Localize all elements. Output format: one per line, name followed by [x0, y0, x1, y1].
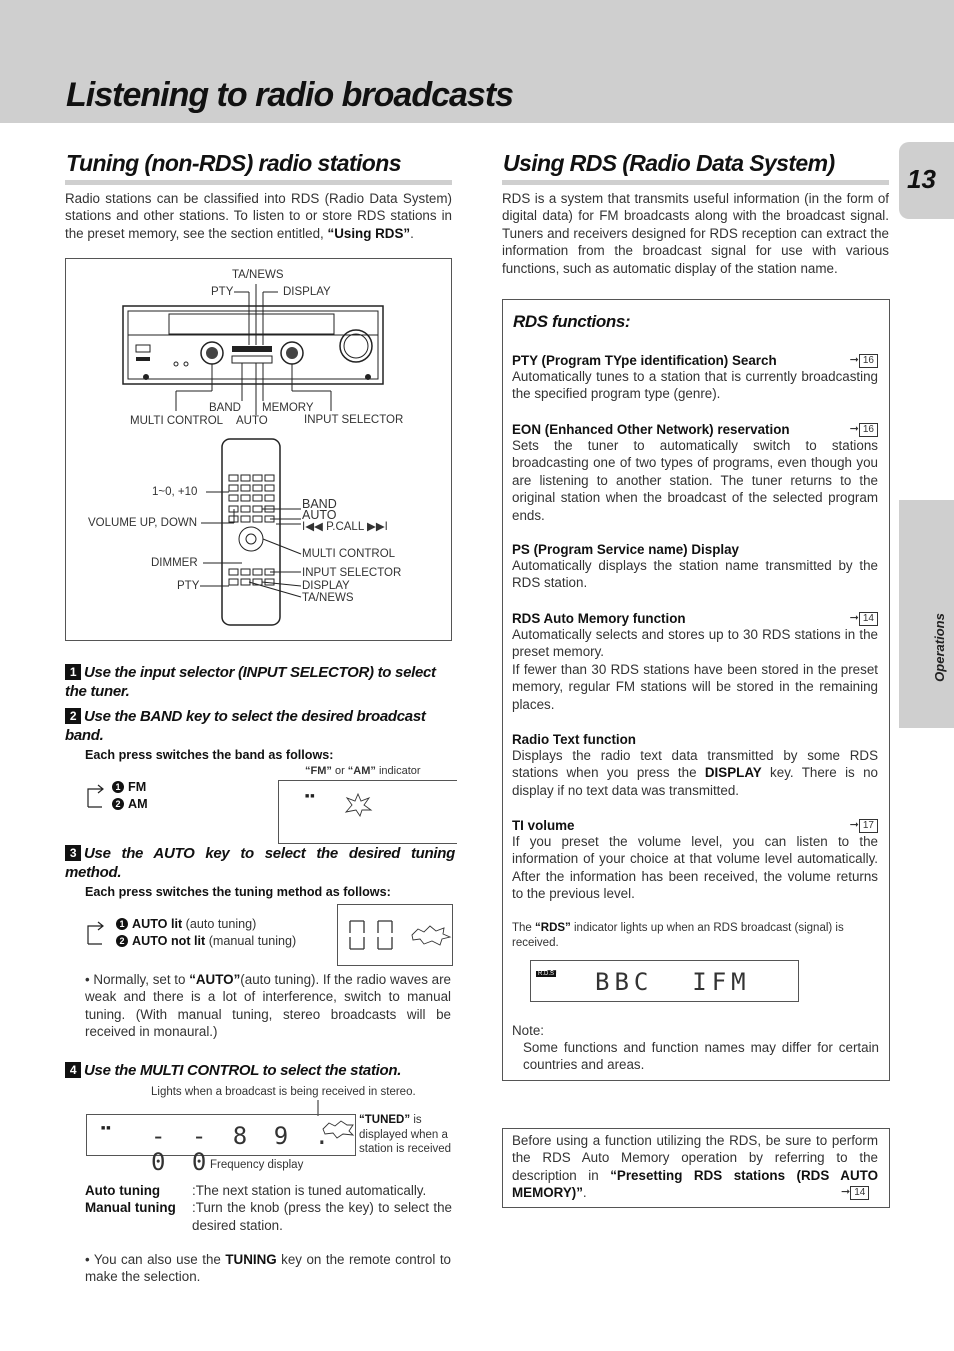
lbl-ta-news: TA/NEWS	[232, 269, 284, 281]
controls-diagram	[65, 258, 452, 641]
auto-opt-not-lit-desc: (manual tuning)	[205, 934, 297, 948]
lbl-band: BAND	[209, 402, 241, 414]
auto-opt-lit	[116, 917, 256, 931]
tuning-definitions	[85, 1182, 455, 1234]
band-indicator-or: or	[331, 765, 348, 777]
lbl-remote-auto: AUTO	[302, 508, 337, 522]
rds-station-name: BBC IFM	[595, 968, 751, 996]
fn-radio-text	[512, 732, 878, 799]
before-using-ref: ➞ 14	[841, 1185, 869, 1200]
step-3	[65, 844, 455, 882]
right-heading-rule	[502, 180, 889, 185]
band-opt-am-label: AM	[128, 797, 148, 811]
band-opt-am-num: 2	[112, 798, 124, 810]
band-indicator-starburst	[343, 793, 373, 817]
step-1	[65, 663, 455, 701]
tuned-note-text: is displayed when a station is received	[359, 1114, 452, 1156]
band-indicator-am: “AM”	[347, 765, 376, 777]
before-using-pre: Before using a function utilizing the RDS, be sure to perform the RDS Auto Memory operation by referring to the description in	[512, 1133, 878, 1183]
left-heading: Tuning (non-RDS) radio stations	[66, 150, 401, 176]
operations-label: Operations	[931, 613, 947, 682]
auto-tuning-desc: :The next station is tuned automatically.	[192, 1183, 427, 1198]
page-title: Listening to radio broadcasts	[66, 76, 514, 114]
rds-indicator-post: indicator lights up when an RDS broadcast (signal) is received.	[512, 922, 844, 949]
step-2	[65, 707, 455, 745]
step-1-text: Use the input selector (INPUT SELECTOR) to select the tuner.	[65, 664, 436, 700]
lbl-remote-multi: MULTI CONTROL	[302, 548, 396, 560]
fn-eon-title: EON (Enhanced Other Network) reservation	[512, 422, 790, 437]
auto-opt-not-lit-label: AUTO not lit	[132, 934, 206, 948]
fn-eon	[512, 422, 878, 524]
fn-radio-text-bold: DISPLAY	[704, 765, 762, 781]
fn-auto-memory-text: Automatically selects and stores up to 30 RDS stations in the preset memory.	[512, 627, 878, 660]
lbl-remote-input: INPUT SELECTOR	[302, 567, 402, 579]
fn-auto-memory-title: RDS Auto Memory function	[512, 611, 686, 626]
fn-ps-text: Automatically displays the station name transmitted by the RDS station.	[512, 558, 878, 591]
fn-auto-memory-extra: If fewer than 30 RDS stations have been stored in the preset memory, regular FM stations will be stored in the remaining places.	[512, 661, 878, 712]
band-display-dots	[305, 785, 315, 803]
auto-display-digits	[346, 915, 406, 955]
frequency-label: Frequency display	[210, 1159, 304, 1171]
fn-radio-text-body	[512, 747, 878, 799]
lbl-memory: MEMORY	[262, 402, 314, 414]
tuning-tip-post: key on the remote control to make the selection.	[85, 1252, 451, 1285]
manual-tuning-row	[85, 1199, 455, 1234]
rds-station-display	[530, 960, 799, 1002]
page-number-tab	[899, 142, 954, 219]
step-2-text: Use the BAND key to select the desired broadcast band.	[65, 708, 426, 744]
lbl-remote-pcall: I◀◀ P.CALL ▶▶I	[302, 521, 388, 533]
lbl-remote-ta-news: TA/NEWS	[302, 592, 354, 604]
lbl-display: DISPLAY	[283, 286, 331, 298]
step-4-number: 4	[65, 1062, 81, 1078]
fn-eon-ref: ➞ 16	[850, 422, 878, 437]
lbl-pty: PTY	[211, 286, 234, 298]
right-heading: Using RDS (Radio Data System)	[503, 150, 835, 176]
auto-cycle-arrow	[86, 920, 106, 946]
rds-intro: RDS is a system that transmits useful information (in the form of digital data) for FM broadcasts along with the broadcast signal. Tuners and receivers designed for RDS reception can extract the information from the broadcast signal for use with various functions, such as automatic display of the station name.	[502, 191, 889, 276]
tuning-tip	[85, 1251, 451, 1286]
lbl-multi-control: MULTI CONTROL	[130, 415, 224, 427]
band-indicator-word: indicator	[375, 765, 421, 777]
left-intro-end: .	[410, 225, 414, 241]
tuned-note-bold: “TUNED”	[359, 1114, 411, 1126]
before-using-end: .	[582, 1185, 587, 1201]
fn-pty-ref-page: 16	[859, 354, 878, 368]
lbl-remote-band: BAND	[302, 497, 337, 511]
auto-bullet	[85, 971, 451, 1041]
page-number: 13	[907, 164, 936, 194]
band-cycle-arrow	[86, 783, 106, 809]
fn-pty-title: PTY (Program TYpe identification) Search	[512, 353, 777, 368]
band-indicator-fm: “FM”	[305, 765, 332, 777]
fn-ti-volume	[512, 818, 878, 903]
manual-tuning-term: Manual tuning	[85, 1200, 176, 1216]
before-using-bold: “Presetting RDS stations (RDS AUTO MEMORY)”	[512, 1167, 878, 1201]
lbl-auto: AUTO	[236, 415, 268, 427]
fn-radio-text-pre: Displays the radio text data transmitted by some RDS stations when you press the	[512, 748, 878, 781]
lbl-remote-display: DISPLAY	[302, 580, 350, 592]
auto-opt-not-lit	[116, 934, 296, 948]
auto-opt-lit-desc: (auto tuning)	[182, 917, 257, 931]
band-opt-am	[112, 797, 148, 811]
before-using-ref-page: 14	[850, 1186, 869, 1200]
note-label: Note:	[512, 1023, 545, 1038]
fn-ps	[512, 542, 878, 592]
lbl-remote-pty: PTY	[177, 580, 200, 592]
fn-ti-volume-title: TI volume	[512, 818, 575, 833]
fn-ti-volume-ref: ➞ 17	[850, 818, 878, 833]
auto-tuning-row	[85, 1182, 455, 1199]
frequency-readout: - - 8 9 . 0 0	[151, 1122, 336, 1176]
band-indicator-display	[278, 780, 457, 844]
fn-radio-text-title: Radio Text function	[512, 732, 636, 747]
left-intro	[65, 190, 452, 242]
rds-badge: R.D.S	[538, 971, 555, 977]
left-heading-rule	[65, 180, 452, 185]
auto-opt-not-lit-num: 2	[116, 935, 128, 947]
rds-indicator-bold: “RDS”	[535, 922, 571, 934]
fn-auto-memory-ref: ➞ 14	[850, 611, 878, 626]
band-opt-fm-num: 1	[112, 781, 124, 793]
auto-switch-note: Each press switches the tuning method as follows:	[85, 885, 391, 899]
band-opt-fm	[112, 780, 146, 794]
band-switch-note: Each press switches the band as follows:	[85, 748, 334, 762]
auto-opt-lit-label: AUTO lit	[132, 917, 183, 931]
band-opt-fm-label: FM	[128, 780, 147, 794]
left-intro-text: Radio stations can be classified into RDS (Radio Data System) stations and other stations. To listen to or store RDS stations in the preset memory, see the section entitled,	[65, 191, 452, 241]
fn-eon-text: Sets the tuner to automatically switch to stations broadcasting one of two types of programs, even though you are listening to another station. The tuner returns to the original station when the broadcast of the selected program ends.	[512, 438, 878, 523]
tuned-note	[359, 1113, 455, 1157]
before-using-text	[512, 1132, 878, 1202]
step-2-number: 2	[65, 708, 81, 724]
fn-ti-volume-text: If you preset the volume level, you can listen to the information of your choice at that volume level automatically. After the information has been received, the volume returns to the previous level.	[512, 834, 878, 902]
operations-tab	[899, 500, 954, 728]
step-4-text: Use the MULTI CONTROL to select the station.	[84, 1062, 402, 1079]
auto-indicator-starburst	[410, 923, 452, 947]
freq-display-dots	[101, 1117, 111, 1135]
rds-functions-heading: RDS functions:	[513, 312, 631, 331]
rds-indicator-pre: The	[512, 922, 536, 934]
tuning-tip-bold: TUNING	[225, 1252, 277, 1267]
fn-pty-ref: ➞ 16	[850, 353, 878, 368]
fn-radio-text-post: key. There is no display if no text data was transmitted.	[512, 765, 878, 798]
step-3-number: 3	[65, 845, 81, 861]
step-1-number: 1	[65, 664, 81, 680]
lbl-remote-dimmer: DIMMER	[151, 557, 198, 569]
lbl-remote-volume: VOLUME UP, DOWN	[88, 517, 198, 529]
controls-diagram-art	[66, 259, 451, 640]
auto-opt-lit-num: 1	[116, 918, 128, 930]
band-indicator-note	[305, 765, 421, 777]
left-intro-ref: “Using RDS”	[327, 225, 411, 241]
fn-pty-text: Automatically tunes to a station that is currently broadcasting the specified program type (genre).	[512, 369, 878, 402]
fn-ti-volume-ref-page: 17	[859, 819, 878, 833]
fn-ps-title: PS (Program Service name) Display	[512, 542, 739, 557]
step-4	[65, 1061, 455, 1080]
note-text: Some functions and function names may differ for certain countries and areas.	[523, 1040, 879, 1073]
manual-tuning-desc: :Turn the knob (press the key) to select the desired station.	[192, 1200, 452, 1233]
fn-pty	[512, 353, 878, 403]
tuned-starburst	[321, 1119, 355, 1139]
step-3-text: Use the AUTO key to select the desired tuning method.	[65, 845, 455, 881]
lbl-input-selector: INPUT SELECTOR	[304, 414, 404, 426]
auto-indicator-display	[337, 904, 453, 966]
stereo-note: Lights when a broadcast is being received in stereo.	[151, 1086, 416, 1098]
fn-auto-memory-ref-page: 14	[859, 612, 878, 626]
auto-bullet-pre: • Normally, set to	[85, 972, 190, 987]
tuning-tip-pre: • You can also use the	[85, 1252, 226, 1267]
auto-bullet-bold: “AUTO”	[189, 972, 241, 987]
auto-bullet-post: (auto tuning). If the radio waves are weak and there is a lot of interference, switch to manual tuning. (With manual tuning, stereo broadcasts will be received in monaural.)	[85, 972, 451, 1040]
rds-indicator-note	[512, 921, 878, 950]
auto-tuning-term: Auto tuning	[85, 1183, 161, 1198]
fn-auto-memory	[512, 611, 878, 713]
lbl-remote-numbers: 1~0, +10	[152, 486, 198, 498]
fn-eon-ref-page: 16	[859, 423, 878, 437]
